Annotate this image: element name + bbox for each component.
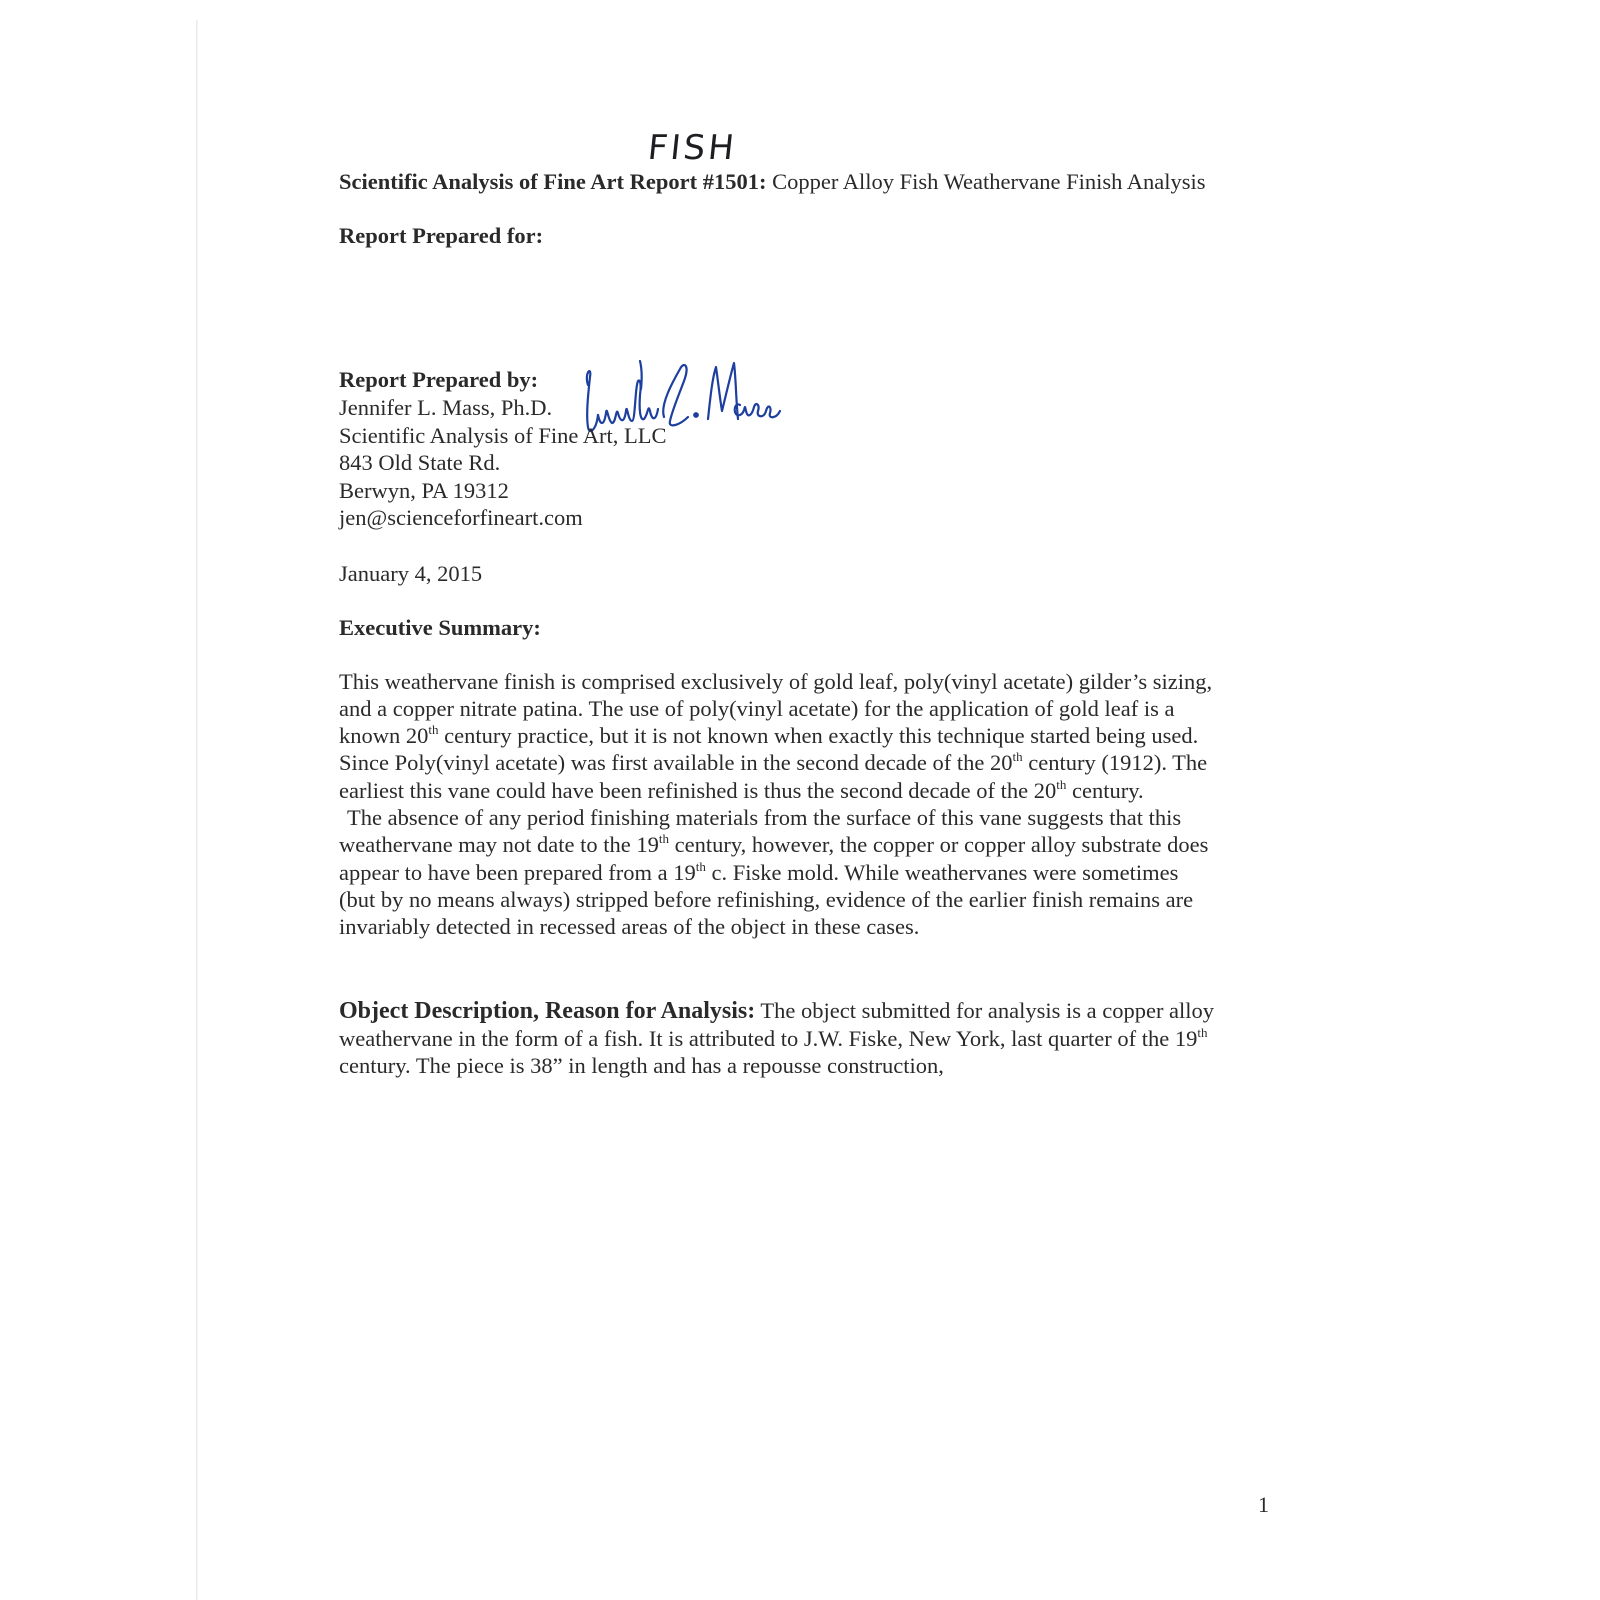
summary-line: and a copper nitrate patina. The use of poly(vinyl acetate) for the application of gold leaf is a: [339, 695, 1175, 721]
report-title-rest: Copper Alloy Fish Weathervane Finish Analysis: [772, 169, 1206, 194]
author-street: 843 Old State Rd.: [339, 450, 501, 476]
author-name: Jennifer L. Mass, Ph.D.: [339, 395, 553, 420]
summary-line: earliest this vane could have been refinished is thus the second decade of the 20th century.: [339, 776, 1144, 803]
page-number: 1: [1258, 1492, 1269, 1517]
summary-line: invariably detected in recessed areas of the object in these cases.: [339, 914, 920, 940]
object-line: century. The piece is 38” in length and has a repousse construction,: [339, 1052, 944, 1078]
executive-summary-heading: Executive Summary:: [339, 614, 541, 640]
prepared-by-heading: Report Prepared by:: [339, 367, 539, 392]
report-date: January 4, 2015: [339, 560, 483, 586]
author-company: Scientific Analysis of Fine Art, LLC: [339, 422, 667, 448]
prepared-for-heading: Report Prepared for:: [339, 223, 544, 248]
summary-line: This weathervane finish is comprised exclusively of gold leaf, poly(vinyl acetate) gilder’s sizing,: [339, 668, 1213, 694]
executive-summary-body: [339, 668, 1279, 941]
summary-line: weathervane may not date to the 19th century, however, the copper or copper alloy substrate does: [339, 831, 1209, 858]
handwritten-fish-label: FISH: [645, 128, 739, 168]
summary-line: The absence of any period finishing materials from the surface of this vane suggests that this: [347, 805, 1182, 831]
object-line: Object Description, Reason for Analysis: The object submitted for analysis is a copper alloy: [339, 997, 1215, 1024]
scan-edge-shadow: [196, 20, 198, 1600]
summary-line: (but by no means always) stripped before refinishing, evidence of the earlier finish remains are: [339, 886, 1194, 912]
author-city: Berwyn, PA 19312: [339, 477, 509, 503]
object-line: weathervane in the form of a fish. It is attributed to J.W. Fiske, New York, last quarter of the 19th: [339, 1024, 1208, 1051]
report-title-bold: Scientific Analysis of Fine Art Report #1501:: [339, 169, 767, 194]
object-description-section: [339, 997, 1279, 1079]
document-body: [339, 168, 1279, 1079]
summary-line: known 20th century practice, but it is not known when exactly this technique started being used.: [339, 722, 1199, 749]
report-title: [339, 168, 1279, 196]
summary-line: Since Poly(vinyl acetate) was first available in the second decade of the 20th century (1912). The: [339, 749, 1208, 776]
summary-line: appear to have been prepared from a 19th c. Fiske mold. While weathervanes were sometimes: [339, 858, 1179, 885]
author-email: jen@scienceforfineart.com: [339, 505, 583, 531]
object-description-heading: Object Description, Reason for Analysis:: [339, 997, 756, 1024]
